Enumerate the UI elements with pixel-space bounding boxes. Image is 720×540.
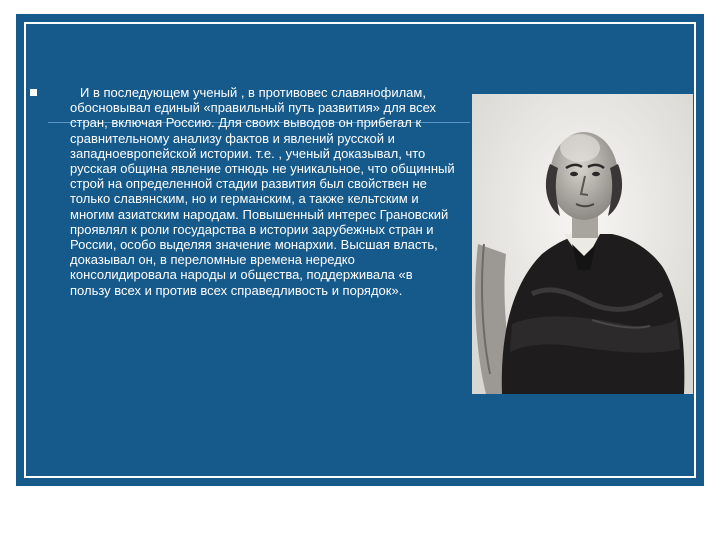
- portrait-illustration: [472, 94, 693, 394]
- bullet-text: И в последующем ученый , в противовес славянофилам, обосновывал единый «правильный путь развития» для всех стран, включая Россию. Для своих выводов он прибегал к сравнительному анализу фактов и явлений русской и западноевропейской истории. т.е. , ученый доказывал, что русская община явление отнюдь не уникальное, что общинный строй на определенной стадии развития был свойствен не только славянским, но и германским, а также кельтским и многим азиатским народам. Повышенный интерес Грановский проявлял к роли государства в истории зарубежных стран и России, особо выделяя значение монархии. Высшая власть, доказывал он, в переломные времена нередко консолидировала народы и общества, поддерживала «в пользу всех и против всех справедливость и порядок».: [70, 85, 455, 298]
- bullet-square-icon: [30, 89, 37, 96]
- portrait-photo-icon: [472, 94, 693, 394]
